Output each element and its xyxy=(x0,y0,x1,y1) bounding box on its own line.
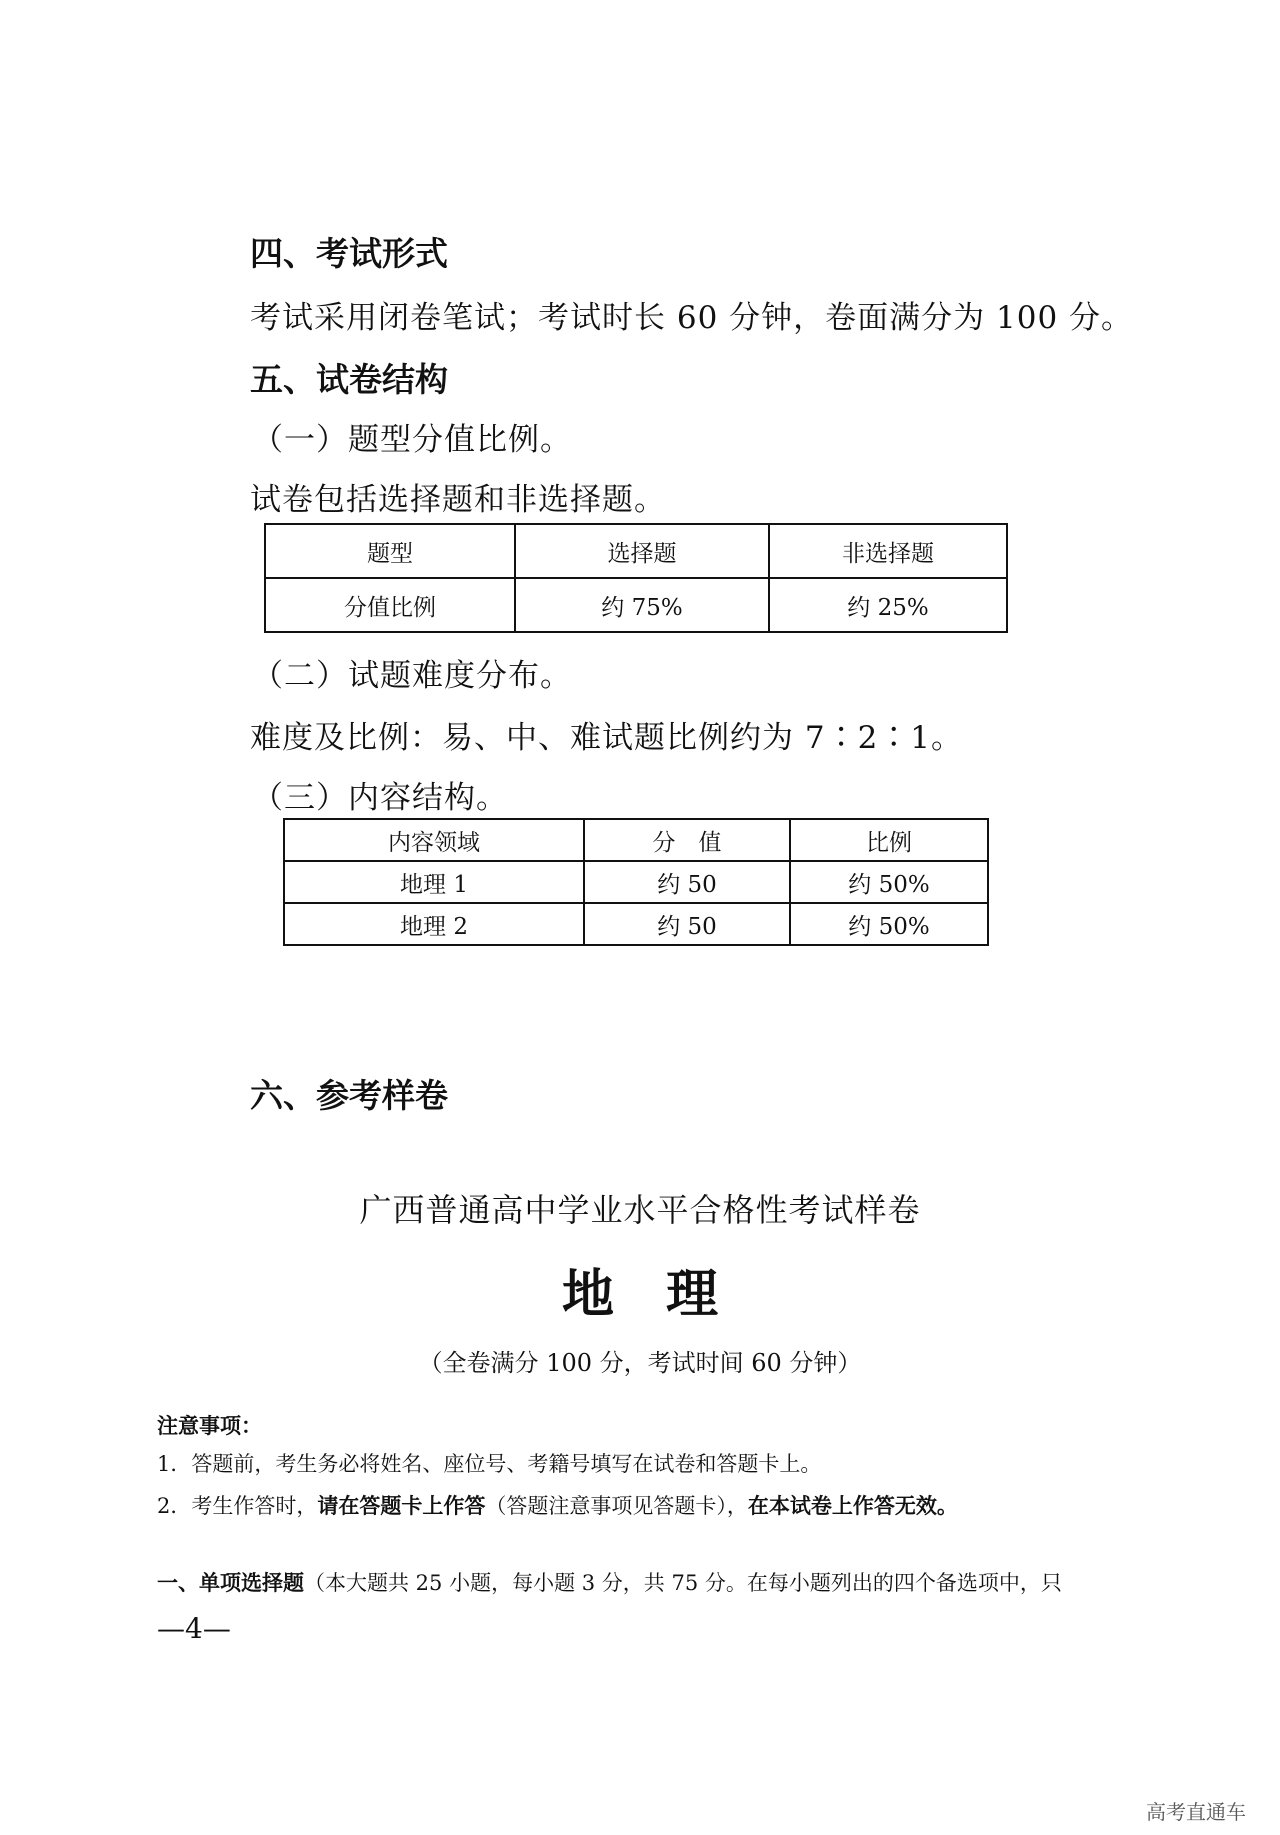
table-header-row xyxy=(265,524,1007,578)
subsection-1-title: （一）题型分值比例。 xyxy=(252,422,572,458)
table-cell: 地理 2 xyxy=(284,903,584,945)
table-header-cell: 非选择题 xyxy=(769,524,1007,578)
table-cell: 约 50 xyxy=(584,861,790,903)
table-cell: 约 50% xyxy=(790,861,988,903)
note-2-prefix: 2．考生作答时， xyxy=(157,1494,318,1518)
table-header-cell: 选择题 xyxy=(515,524,769,578)
table-header-cell: 分 值 xyxy=(584,819,790,861)
table-cell: 约 50 xyxy=(584,903,790,945)
table-header-cell: 比例 xyxy=(790,819,988,861)
note-1: 1．答题前，考生务必将姓名、座位号、考籍号填写在试卷和答题卡上。 xyxy=(157,1452,822,1476)
question-1-label: 一、单项选择题 xyxy=(157,1571,304,1595)
section-4-title: 四、考试形式 xyxy=(250,234,448,273)
question-type-table xyxy=(264,523,1008,633)
note-2-middle: （答题注意事项见答题卡）， xyxy=(485,1494,748,1518)
table-header-cell: 题型 xyxy=(265,524,515,578)
question-1-intro xyxy=(157,1567,1062,1597)
note-2-warning: 在本试卷上作答无效。 xyxy=(747,1494,958,1518)
content-structure-table xyxy=(283,818,989,946)
subsection-2-text: 难度及比例：易、中、难试题比例约为 7∶2∶1。 xyxy=(250,720,964,756)
notes-title: 注意事项： xyxy=(157,1414,262,1438)
table-cell: 地理 1 xyxy=(284,861,584,903)
table-cell: 约 50% xyxy=(790,903,988,945)
exam-subject: 地 理 xyxy=(561,1265,718,1325)
subsection-2-title: （二）试题难度分布。 xyxy=(252,658,572,694)
note-2-emphasis: 请在答题卡上作答 xyxy=(317,1494,486,1518)
table-cell: 分值比例 xyxy=(265,578,515,632)
watermark: 高考直通车 xyxy=(1146,1800,1246,1824)
table-cell: 约 75% xyxy=(515,578,769,632)
page-number: —4— xyxy=(157,1612,231,1645)
exam-info: （全卷满分 100 分，考试时间 60 分钟） xyxy=(418,1349,862,1377)
subsection-1-text: 试卷包括选择题和非选择题。 xyxy=(250,482,666,518)
table-row xyxy=(284,861,988,903)
table-row xyxy=(265,578,1007,632)
section-5-title: 五、试卷结构 xyxy=(250,360,448,399)
table-row xyxy=(284,903,988,945)
table-header-cell: 内容领域 xyxy=(284,819,584,861)
exam-title: 广西普通高中学业水平合格性考试样卷 xyxy=(359,1191,921,1229)
table-header-row xyxy=(284,819,988,861)
section-4-text: 考试采用闭卷笔试；考试时长 60 分钟，卷面满分为 100 分。 xyxy=(250,300,1134,336)
note-2 xyxy=(157,1490,958,1520)
table-cell: 约 25% xyxy=(769,578,1007,632)
question-1-text: （本大题共 25 小题，每小题 3 分，共 75 分。在每小题列出的四个备选项中，只 xyxy=(304,1571,1062,1595)
section-6-title: 六、参考样卷 xyxy=(250,1076,448,1115)
subsection-3-title: （三）内容结构。 xyxy=(252,780,508,816)
